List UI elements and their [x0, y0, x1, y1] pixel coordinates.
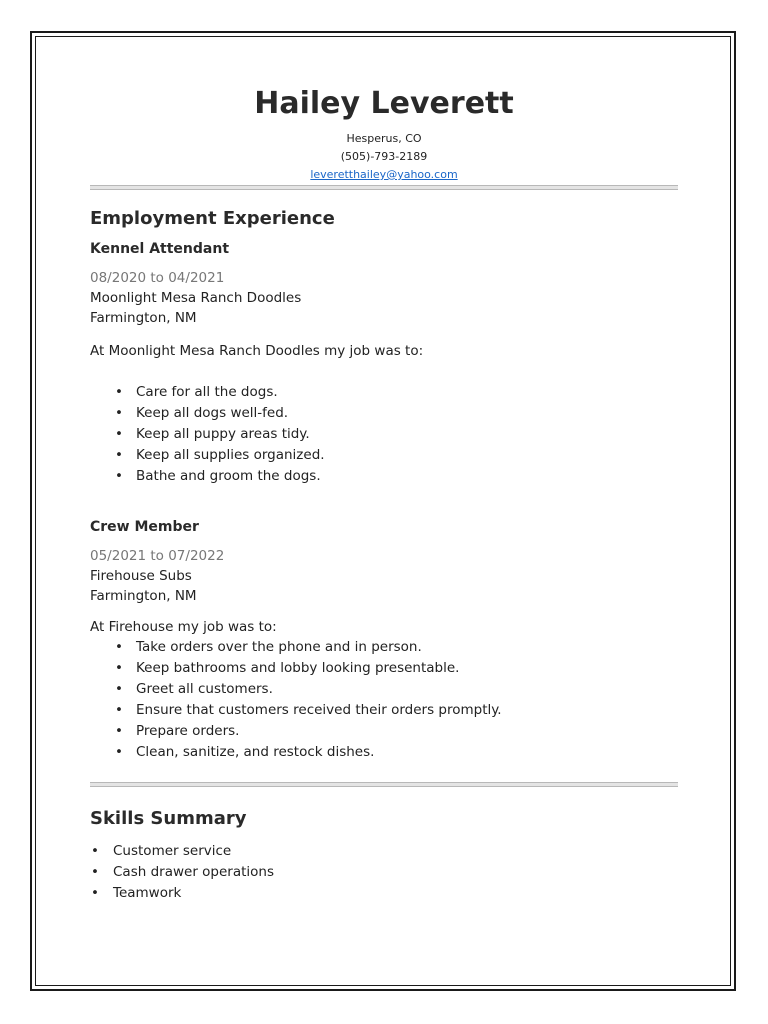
- list-item: • Teamwork: [113, 883, 678, 904]
- job-location: Farmington, NM: [90, 310, 197, 326]
- list-item: • Keep all dogs well-fed.: [136, 403, 678, 424]
- job-duties-list: [90, 637, 678, 763]
- list-item: • Ensure that customers received their orders promptly.: [136, 700, 678, 721]
- list-item: • Take orders over the phone and in person.: [136, 637, 678, 658]
- skills-list: [90, 841, 678, 904]
- email-link[interactable]: leveretthailey@yahoo.com: [310, 168, 458, 181]
- list-item: • Keep all supplies organized.: [136, 445, 678, 466]
- job-intro: At Firehouse my job was to:: [90, 619, 277, 635]
- list-item: • Greet all customers.: [136, 679, 678, 700]
- phone-text: (505)-793-2189: [340, 150, 428, 163]
- job-duties-list: [90, 382, 678, 487]
- job-entry: [90, 239, 678, 487]
- job-company: Moonlight Mesa Ranch Doodles: [90, 290, 302, 306]
- employment-heading: Employment Experience: [90, 208, 335, 229]
- candidate-name: Hailey Leverett: [254, 86, 514, 121]
- list-item: • Cash drawer operations: [113, 862, 678, 883]
- job-location: Farmington, NM: [90, 588, 197, 604]
- skills-section: [90, 807, 678, 904]
- resume-document: [90, 84, 678, 904]
- job-entry: [90, 517, 678, 763]
- job-company: Firehouse Subs: [90, 568, 192, 584]
- job-dates: 08/2020 to 04/2021: [90, 270, 225, 286]
- skills-heading: Skills Summary: [90, 808, 247, 829]
- list-item: • Keep all puppy areas tidy.: [136, 424, 678, 445]
- header-divider: [90, 185, 678, 190]
- job-intro: At Moonlight Mesa Ranch Doodles my job was to:: [90, 343, 424, 359]
- employment-section: [90, 207, 678, 763]
- list-item: • Care for all the dogs.: [136, 382, 678, 403]
- location-text: Hesperus, CO: [346, 132, 422, 145]
- section-divider: [90, 782, 678, 787]
- list-item: • Bathe and groom the dogs.: [136, 466, 678, 487]
- job-title: Crew Member: [90, 519, 199, 535]
- resume-header: [90, 84, 678, 184]
- contact-info: [90, 130, 678, 184]
- list-item: • Clean, sanitize, and restock dishes.: [136, 742, 678, 763]
- list-item: • Prepare orders.: [136, 721, 678, 742]
- job-dates: 05/2021 to 07/2022: [90, 548, 225, 564]
- list-item: • Customer service: [113, 841, 678, 862]
- job-title: Kennel Attendant: [90, 241, 230, 257]
- list-item: • Keep bathrooms and lobby looking presentable.: [136, 658, 678, 679]
